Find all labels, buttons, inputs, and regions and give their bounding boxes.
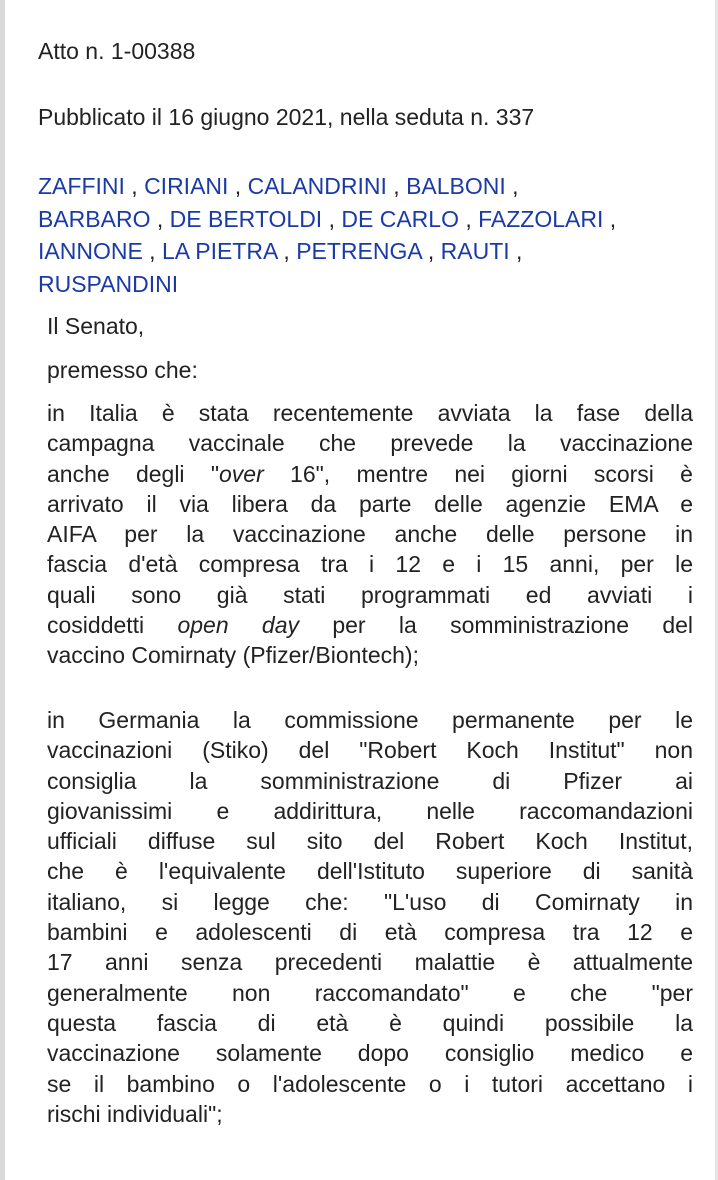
separator: , [603, 205, 617, 232]
separator: , [228, 173, 248, 199]
separator: , [124, 173, 145, 199]
text-run: 16", mentre nei giorni scorsi è [263, 460, 693, 487]
text-line: fascia d'età compresa tra i 12 e i 15 anni, per le [47, 551, 693, 578]
italic-term: open day [177, 612, 300, 639]
italic-term: over [219, 460, 264, 487]
signer-link[interactable]: CIRIANI [144, 173, 229, 199]
text-line: vaccinazioni (Stiko) del "Robert Koch Institut" non [47, 737, 693, 764]
signer-link[interactable]: DE BERTOLDI [169, 205, 323, 232]
text-run: per la somministrazione del [299, 612, 694, 639]
act-number: Atto n. 1-00388 [38, 38, 196, 64]
text-line: italiano, si legge che: "L'uso di Comirnaty in [47, 888, 693, 915]
text-run: cosiddetti [47, 612, 178, 639]
signer-link[interactable]: RAUTI [440, 238, 510, 264]
signer-link[interactable]: CALANDRINI [247, 173, 387, 199]
signers-list [38, 170, 698, 300]
text-line: che è l'equivalente dell'Istituto superiore di sanità [47, 858, 693, 885]
signer-link[interactable]: BARBARO [38, 205, 151, 232]
separator: , [277, 238, 297, 264]
senate-heading: Il Senato, [47, 313, 145, 339]
publication-date: Pubblicato il 16 giugno 2021, nella seduta n. 337 [38, 104, 535, 130]
signer-link[interactable]: RUSPANDINI [38, 270, 179, 297]
text-line: consiglia la somministrazione di Pfizer ai [47, 767, 693, 794]
separator: , [421, 238, 441, 264]
signer-link[interactable]: LA PIETRA [161, 238, 278, 264]
text-line: giovanissimi e addirittura, nelle raccomandazioni [47, 797, 693, 824]
text-line: campagna vaccinale che prevede la vaccinazione [47, 430, 693, 457]
separator: , [505, 173, 519, 199]
premise-heading: premesso che: [47, 357, 198, 383]
signer-link[interactable]: PETRENGA [296, 238, 422, 264]
signer-link[interactable]: DE CARLO [341, 205, 459, 232]
separator: , [458, 205, 479, 232]
paragraph-italy [47, 398, 693, 671]
text-run: anche degli " [47, 460, 219, 487]
signer-link[interactable]: FAZZOLARI [478, 205, 604, 232]
separator: , [509, 238, 523, 264]
text-line: quali sono già stati programmati ed avviati i [47, 581, 693, 608]
left-border [0, 0, 5, 1180]
separator: , [142, 238, 162, 264]
paragraph-germany [47, 705, 693, 1129]
text-line [47, 459, 693, 489]
signer-link[interactable]: ZAFFINI [38, 173, 125, 199]
text-line: questa fascia di età è quindi possibile la [47, 1009, 693, 1036]
text-line [47, 610, 693, 640]
text-line: vaccino Comirnaty (Pfizer/Biontech); [47, 642, 419, 669]
separator: , [150, 205, 170, 232]
text-line: ufficiali diffuse sul sito del Robert Koch Institut, [47, 828, 693, 855]
text-line: in Germania la commissione permanente per le [47, 707, 693, 733]
text-line: arrivato il via libera da parte delle agenzie EMA e [47, 490, 693, 517]
text-line: vaccinazione solamente dopo consiglio medico e [47, 1040, 693, 1067]
signer-link[interactable]: IANNONE [38, 238, 143, 264]
text-line: 17 anni senza precedenti malattie è attualmente [47, 949, 693, 976]
separator: , [386, 173, 407, 199]
text-line: bambini e adolescenti di età compresa tra 12 e [47, 919, 693, 946]
text-line: in Italia è stata recentemente avviata la fase della [47, 400, 693, 426]
text-line: AIFA per la vaccinazione anche delle persone in [47, 521, 693, 548]
signer-link[interactable]: BALBONI [406, 173, 506, 199]
text-line: generalmente non raccomandato" e che "per [47, 979, 693, 1006]
text-line: rischi individuali"; [47, 1100, 223, 1127]
text-line: se il bambino o l'adolescente o i tutori accettano i [47, 1070, 693, 1097]
separator: , [322, 205, 342, 232]
